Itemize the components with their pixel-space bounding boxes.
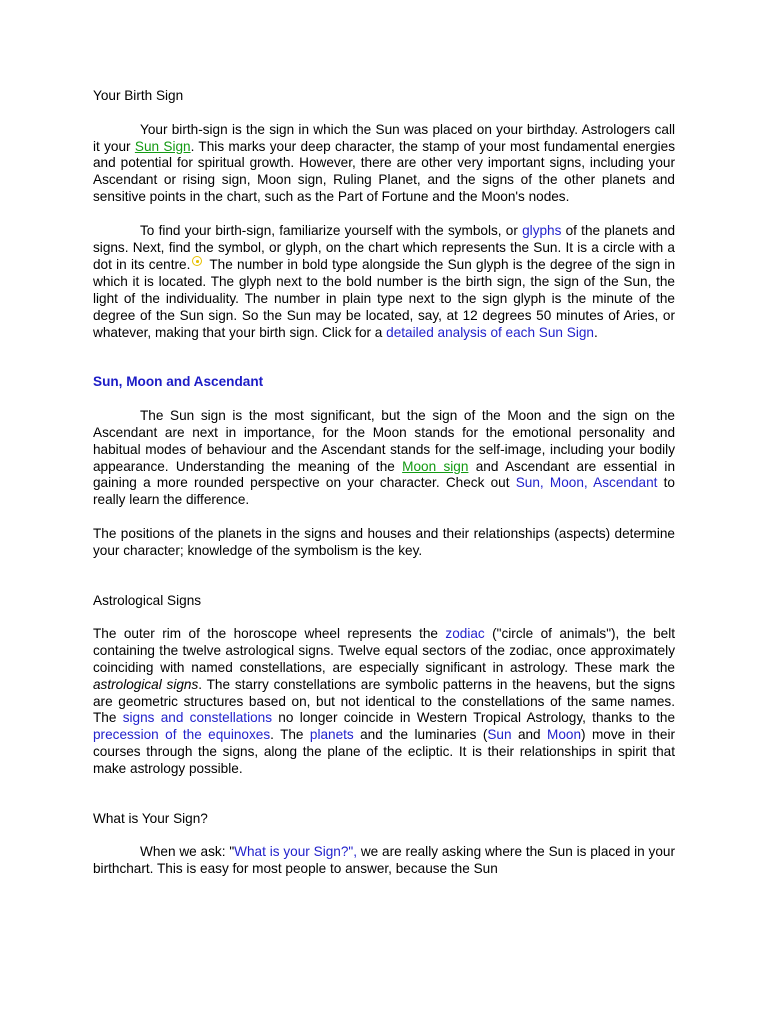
link-moon[interactable]: Moon [547,727,582,743]
link-sun[interactable]: Sun [487,727,512,743]
link-glyphs[interactable]: glyphs [522,222,562,238]
link-what-is-your-sign[interactable]: What is your Sign?", [234,844,358,860]
link-planets[interactable]: planets [309,727,354,743]
link-zodiac[interactable]: zodiac [445,626,485,642]
heading-what-is-your-sign: What is Your Sign? [93,810,208,826]
paragraph-astrological-signs: The outer rim of the horoscope wheel represents the zodiac ("circle of animals"), the belt containing the twelve astrological signs. Twelve equal sectors of the zodiac, once approximately coinciding with named constellations, are especially significant in astrology. These mark the astrological signs. The starry constellations are symbolic patterns in the heavens, but the signs are geometric structures based on, but not identical to the constellations of the same names. The signs and constellations no longer coincide in Western Tropical Astrology, thanks to the precession of the equinoxes. The planets and the luminaries (Sun and Moon) move in their courses through the signs, along the plane of the ecliptic. It is their relationships in spirit that make astrology possible. [93,626,676,776]
link-sun-moon-ascendant[interactable]: Sun, Moon, Ascendant [515,475,658,491]
heading-sun-moon-ascendant: Sun, Moon and Ascendant [93,374,264,390]
paragraph-what-is-your-sign: When we ask: "What is your Sign?", we are really asking where the Sun is placed in your birthchart. This is easy for most people to answer, because the Sun [93,844,675,877]
link-precession-of-equinoxes[interactable]: precession of the equinoxes [93,727,271,743]
link-signs-and-constellations[interactable]: signs and constellations [122,710,273,726]
paragraph-birth-sign-intro: Your birth-sign is the sign in which the Sun was placed on your birthday. Astrologers call it your Sun Sign. This marks your deep character, the stamp of your most fundamental energies and potential for spiritual growth. However, there are other very important signs, including your Ascendant or rising sign, Moon sign, Ruling Planet, and the signs of the other planets and sensitive points in the chart, such as the Part of Fortune and the Moon's nodes. [93,121,676,204]
link-moon-sign[interactable]: Moon sign [402,458,469,474]
link-detailed-analysis-sun-sign[interactable]: detailed analysis of each Sun Sign [386,324,594,340]
emphasis-astrological-signs: astrological signs [93,676,199,692]
heading-astrological-signs: Astrological Signs [93,592,202,608]
heading-your-birth-sign: Your Birth Sign [93,88,184,103]
paragraph-find-birth-sign: To find your birth-sign, familiarize yourself with the symbols, or glyphs of the planets and signs. Next, find the symbol, or glyph, on the chart which represents the Sun. It is a circle with a dot in its centre. The number in bold type alongside the Sun glyph is the degree of the sign in which it is located. The glyph next to the bold number is the birth sign, the sign of the Sun, the light of the individuality. The number in plain type next to the sign glyph is the minute of the degree of the Sun sign. So the Sun may be located, say, at 12 degrees 50 minutes of Aries, or whatever, making that your birth sign. Click for a detailed analysis of each Sun Sign. [93,222,676,340]
sun-glyph-icon [192,256,202,266]
link-sun-sign[interactable]: Sun Sign [134,138,191,154]
paragraph-sun-moon-ascendant: The Sun sign is the most significant, but the sign of the Moon and the sign on the Ascendant are next in importance, for the Moon stands for the emotional personality and habitual modes of behaviour and the Ascendant stands for the self-image, including your bodily appearance. Understanding the meaning of the Moon sign and Ascendant are essential in gaining a more rounded perspective on your character. Check out Sun, Moon, Ascendant to really learn the difference. [93,408,676,508]
paragraph-planet-positions: The positions of the planets in the signs and houses and their relationships (aspects) determine your character; knowledge of the symbolism is the key. [93,525,675,558]
